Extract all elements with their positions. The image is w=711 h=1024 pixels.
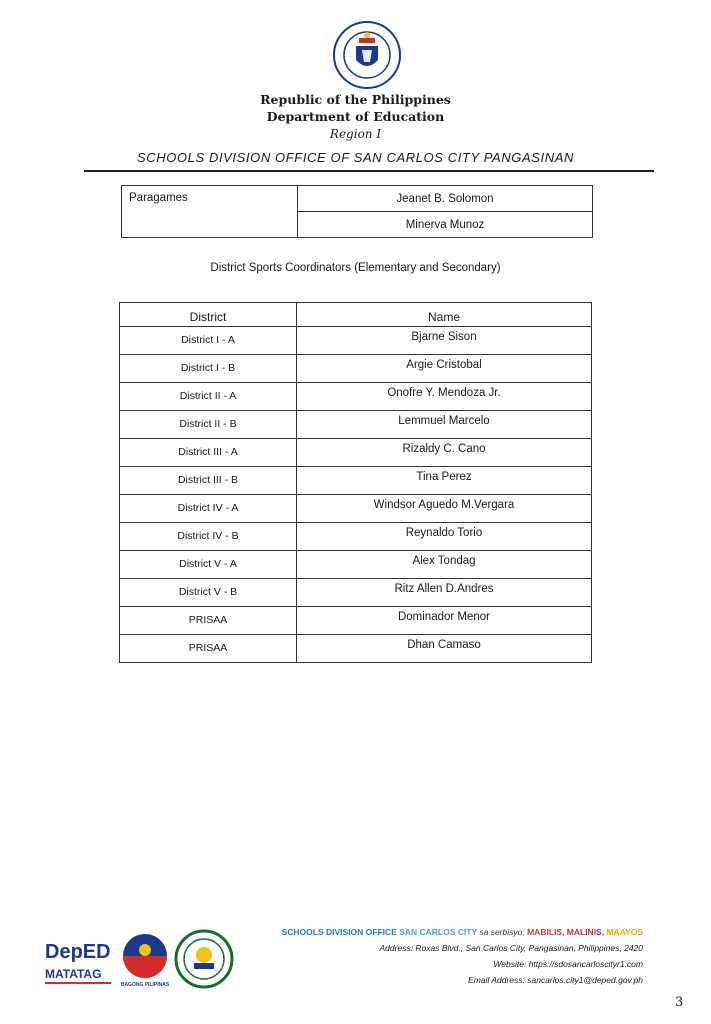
table-row [120,467,592,495]
tagline-part: SAN CARLOS CITY [399,927,477,937]
name-cell: Bjarne Sison [297,327,592,355]
name-cell: Onofre Y. Mendoza Jr. [297,383,592,411]
deped-matatag-logo [42,932,114,990]
bagong-pilipinas-text: BAGONG PILIPINAS [120,982,170,988]
matatag-logo-text: MATATAG [45,967,102,981]
district-cell: District IV - B [120,523,297,551]
deped-logo-text: DepED [45,941,111,963]
district-cell: District I - B [120,355,297,383]
coordinators-title: District Sports Coordinators (Elementary and Secondary) [210,262,501,274]
name-cell: Dominador Menor [297,607,592,635]
district-cell: District V - A [120,551,297,579]
footer-contact [282,924,643,988]
tagline-part: MABILIS, [527,927,565,937]
name-cell: Rizaldy C. Cano [297,439,592,467]
name-cell: Tina Perez [297,467,592,495]
header-divider [84,170,654,172]
district-cell: District I - A [120,327,297,355]
table-row [120,411,592,439]
district-cell: District III - B [120,467,297,495]
name-cell: Alex Tondag [297,551,592,579]
district-cell: District III - A [120,439,297,467]
coordinators-table [119,302,592,663]
footer-website[interactable]: Website: https://sdosancarloscityr1.com [493,959,643,969]
office-title: SCHOOLS DIVISION OFFICE OF SAN CARLOS CITY PANGASINAN [136,150,575,165]
tagline-part: SCHOOLS DIVISION OFFICE [281,927,397,937]
name-cell: Windsor Aguedo M.Vergara [297,495,592,523]
name-column-header: Name [297,303,592,327]
table-row [120,327,592,355]
region-label: Region I [329,127,382,141]
name-cell: Lemmuel Marcelo [297,411,592,439]
republic-heading: Republic of the Philippines [260,92,451,107]
department-heading: Department of Education [266,109,445,124]
page-number: 3 [675,995,684,1010]
table-row [120,607,592,635]
footer-tagline [282,924,643,940]
name-cell: Reynaldo Torio [297,523,592,551]
paragames-name: Jeanet B. Solomon [298,186,593,212]
paragames-name: Minerva Munoz [298,212,593,238]
table-header-row [120,303,592,327]
table-row [120,635,592,663]
district-cell: District II - A [120,383,297,411]
bagong-pilipinas-logo [119,930,171,988]
footer-address: Address: Roxas Blvd., San Carlos City, Pangasinan, Philippines, 2420 [379,943,643,953]
deped-seal-icon [332,20,402,90]
district-cell: District II - B [120,411,297,439]
district-cell: PRISAA [120,607,297,635]
table-row [120,439,592,467]
table-row [120,383,592,411]
district-column-header: District [120,303,297,327]
table-row [122,186,593,212]
name-cell: Argie Cristobal [297,355,592,383]
footer-email[interactable]: Email Address: sancarlos.city1@deped.gov.ph [468,975,643,985]
district-cell: PRISAA [120,635,297,663]
sdo-san-carlos-seal-icon [174,929,234,989]
district-cell: District V - B [120,579,297,607]
tagline-part: MAAYOS [606,927,643,937]
table-row [120,355,592,383]
paragames-table [121,185,593,238]
table-row [120,579,592,607]
table-row [120,495,592,523]
table-row [120,523,592,551]
district-cell: District IV - A [120,495,297,523]
name-cell: Dhan Camaso [297,635,592,663]
table-row [120,551,592,579]
tagline-part: sa serbisyo, [479,927,525,937]
name-cell: Ritz Allen D.Andres [297,579,592,607]
paragames-label: Paragames [122,186,298,238]
tagline-part: MALINIS, [566,927,605,937]
